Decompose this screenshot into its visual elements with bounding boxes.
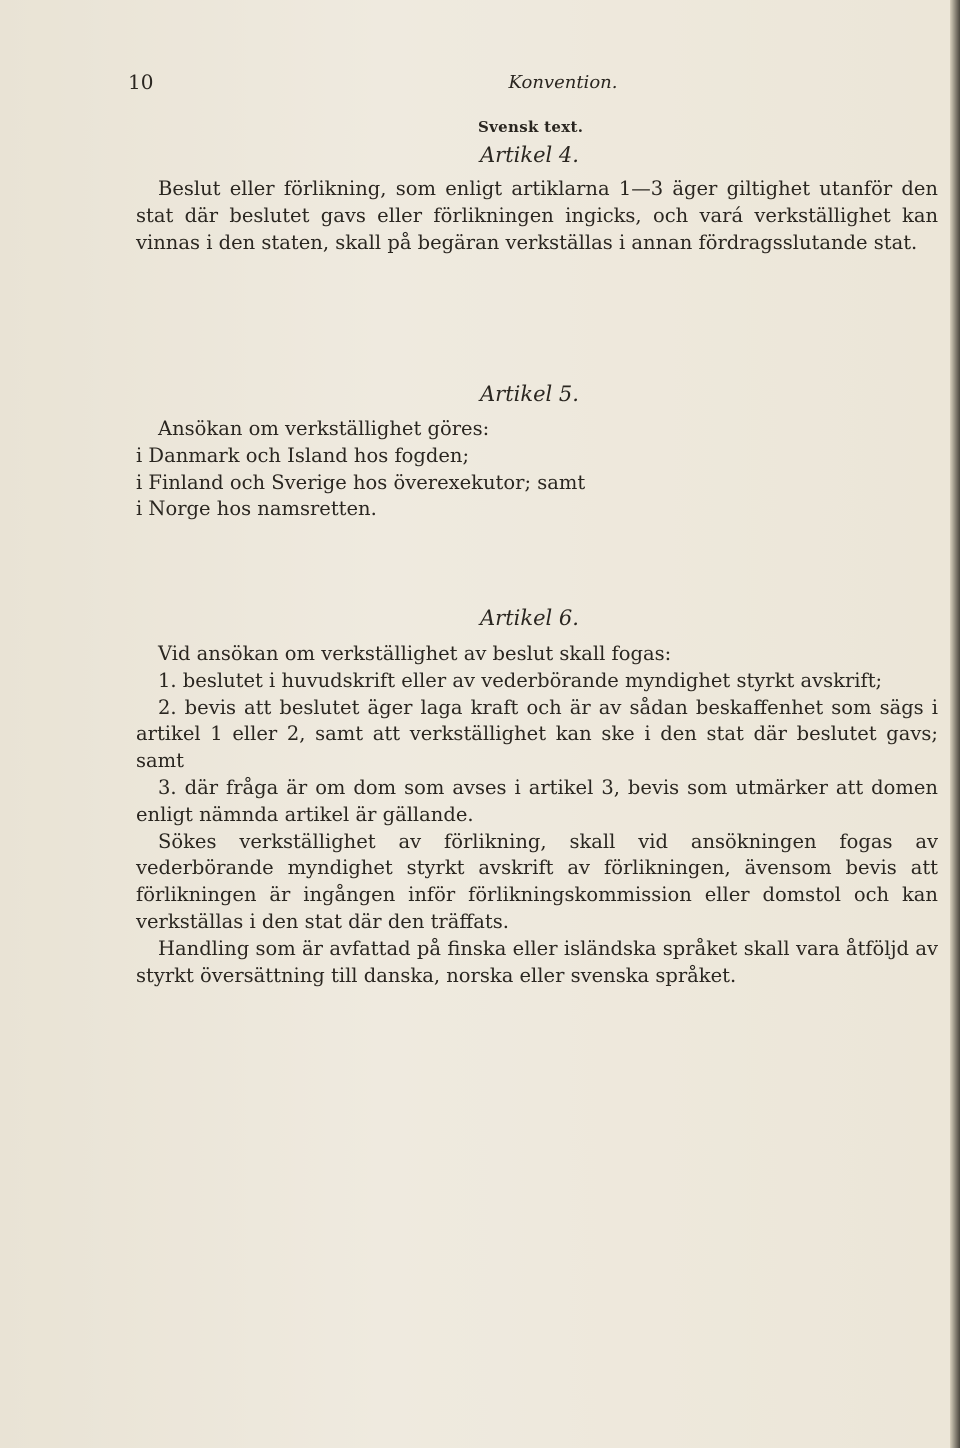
article-5-title: Artikel 5. bbox=[480, 382, 579, 406]
page-edge-shadow bbox=[950, 0, 960, 1448]
article-6-item-2: 2. bevis att beslutet äger laga kraft och är av sådan beskaffenhet som sägs i artikel 1 eller 2, samt att verkställighet kan ske i den stat där beslutet gavs; samt bbox=[136, 695, 938, 773]
section-subhead: Svensk text. bbox=[478, 118, 584, 136]
article-5-line: i Norge hos namsretten. bbox=[136, 497, 377, 521]
article-6-paragraph-2: Sökes verkställighet av förlikning, skall vid ansökningen fogas av vederbörande myndighet styrkt avskrift av förlikningen, ävensom bevis att förlikningen är ingången inför förlikningskommission eller domstol och kan verkställas i den stat där den träffats. bbox=[136, 829, 938, 933]
article-4-paragraph: Beslut eller förlikning, som enligt artiklarna 1—3 äger giltighet utanför den stat där beslutet gavs eller förlikningen ingicks, och vará verkställighet kan vinnas i den staten, skall på begäran verkställas i annan fördragsslutande stat. bbox=[136, 177, 938, 254]
article-4-body bbox=[136, 176, 938, 256]
page-number: 10 bbox=[128, 70, 154, 94]
article-5-line: Ansökan om verkställighet göres: bbox=[158, 417, 490, 440]
running-head: Konvention. bbox=[508, 72, 618, 93]
article-5-line: i Finland och Sverige hos överexekutor; samt bbox=[136, 470, 586, 494]
article-4-title: Artikel 4. bbox=[480, 143, 579, 167]
article-5-body bbox=[136, 416, 938, 523]
page-header bbox=[128, 70, 938, 100]
article-6-item-1: 1. beslutet i huvudskrift eller av vederbörande myndighet styrkt avskrift; bbox=[158, 668, 883, 692]
article-6-body bbox=[136, 641, 938, 989]
article-6-paragraph-3: Handling som är avfattad på finska eller isländska språket skall vara åtföljd av styrkt översättning till danska, norska eller svenska språket. bbox=[136, 936, 938, 987]
article-6-item-3: 3. där fråga är om dom som avses i artikel 3, bevis som utmärker att domen enligt nämnda artikel är gällande. bbox=[136, 775, 938, 826]
article-6-intro: Vid ansökan om verkställighet av beslut skall fogas: bbox=[158, 642, 672, 665]
article-6-title: Artikel 6. bbox=[480, 606, 579, 630]
article-5-line: i Danmark och Island hos fogden; bbox=[136, 443, 470, 467]
